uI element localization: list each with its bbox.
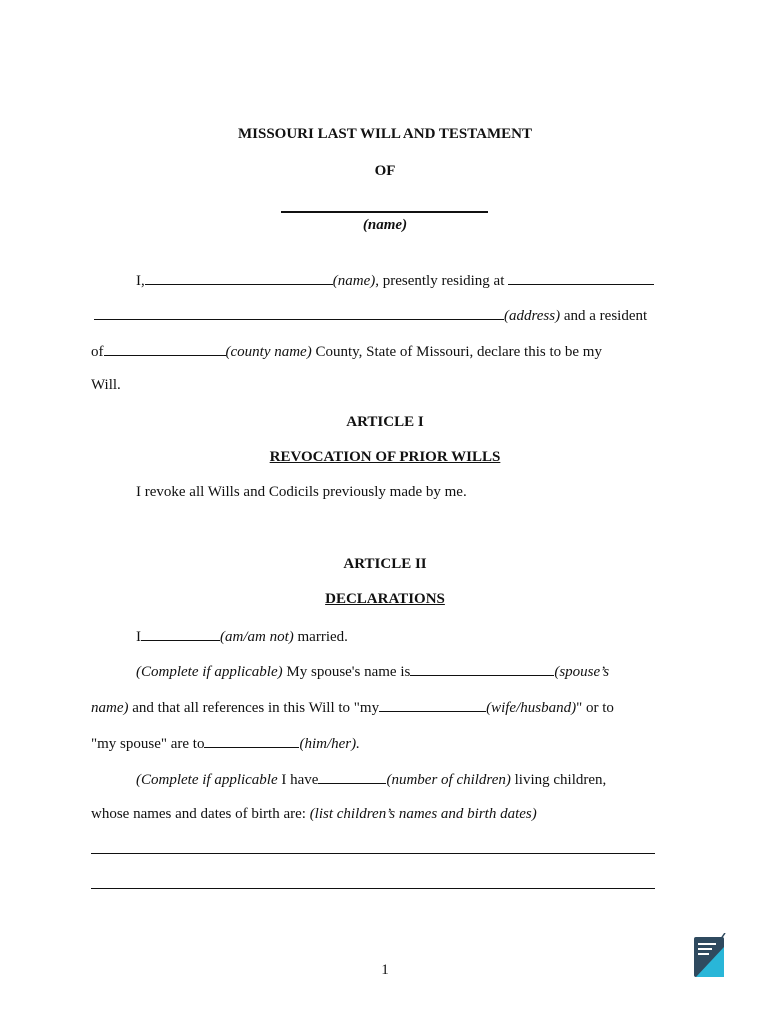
document-title: MISSOURI LAST WILL AND TESTAMENT <box>238 126 532 142</box>
testator-name-line[interactable] <box>281 211 488 213</box>
intro-line-4: Will. <box>91 377 121 393</box>
name-blank[interactable] <box>145 270 333 285</box>
intro-line-3: of (county name) County, State of Missouri, declare this to be my <box>91 341 602 361</box>
residence-blank[interactable] <box>508 270 654 285</box>
article-1-subheading: REVOCATION OF PRIOR WILLS <box>269 449 501 465</box>
article-2-heading: ARTICLE II <box>343 556 427 572</box>
spouse-line-2: name) and that all references in this Will to "my (wife/husband)" or to <box>91 697 614 717</box>
page-number: 1 <box>381 962 389 978</box>
title-of: OF <box>374 163 396 179</box>
document-logo-icon <box>694 933 726 981</box>
marital-status-line: I (am/am not) married. <box>136 626 348 646</box>
wife-husband-blank[interactable] <box>379 697 486 712</box>
children-entry-line-1[interactable] <box>91 853 655 854</box>
spouse-line-3: "my spouse" are to (him/her). <box>91 733 360 753</box>
spouse-line-1: (Complete if applicable) My spouse's name is (spouse’s <box>136 661 609 681</box>
intro-line-2: (address) and a resident <box>94 305 647 325</box>
article-1-heading: ARTICLE I <box>346 414 424 430</box>
children-line-2: whose names and dates of birth are: (list children’s names and birth dates) <box>91 806 537 822</box>
him-her-blank[interactable] <box>204 733 299 748</box>
article-2-subheading: DECLARATIONS <box>325 591 445 607</box>
marital-status-blank[interactable] <box>141 626 220 641</box>
spouse-name-blank[interactable] <box>410 661 554 676</box>
article-1-text: I revoke all Wills and Codicils previously made by me. <box>136 484 467 500</box>
children-entry-line-2[interactable] <box>91 888 655 889</box>
intro-line-1: I, (name), presently residing at <box>136 270 654 290</box>
name-caption: (name) <box>362 217 408 233</box>
address-blank[interactable] <box>94 305 504 320</box>
county-blank[interactable] <box>104 341 226 356</box>
children-count-blank[interactable] <box>318 769 386 784</box>
children-line-1: (Complete if applicable I have (number of children) living children, <box>136 769 606 789</box>
